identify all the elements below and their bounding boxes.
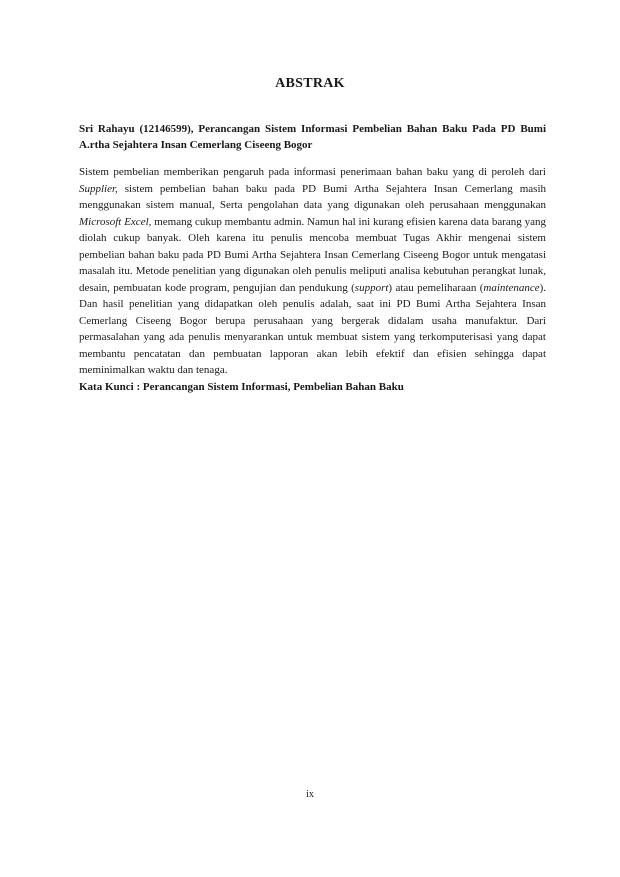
abstract-text: memang cukup membantu admin. Namun hal ini kurang efisien karena data barang yang diolah cukup banyak. Oleh karena itu penulis mencoba membuat Tugas Akhir mengenai sistem pembelian bahan baku pada PD Bumi Artha Sejahtera Insan Cemerlang Ciseeng Bogor untuk mengatasi masalah itu. Metode penelitian yang digunakan oleh penulis meliputi analisa kebutuhan perangkat lunak, desain, pembuatan kode program, pengujian dan pendukung ( [79, 215, 546, 294]
abstract-body [79, 164, 546, 379]
abstract-heading: Sri Rahayu (12146599), Perancangan Sistem Informasi Pembelian Bahan Baku Pada PD Bumi A.rtha Sejahtera Insan Cemerlang Ciseeng Bogor [79, 123, 546, 151]
abstract-text: ) atau pemeliharaan ( [388, 281, 484, 294]
abstract-text: ). Dan hasil penelitian yang didapatkan oleh penulis adalah, saat ini PD Bumi Artha Sejahtera Insan Cemerlang Ciseeng Bogor berupa perusahaan yang bergerak didalam usaha manufaktur. Dari permasalahan yang ada penulis menyarankan untuk membuat sistem yang terkomputerisasi yang dapat membantu pencatatan dan pembuatan lapporan akan lebih efektif dan efisien sehingga dapat meminimalkan waktu dan tenaga. [79, 281, 547, 376]
abstract-italic-term: support [354, 281, 389, 294]
keywords: Kata Kunci : Perancangan Sistem Informasi, Pembelian Bahan Baku [79, 381, 404, 393]
abstract-text: sistem pembelian bahan baku pada PD Bumi Artha Sejahtera Insan Cemerlang masih menggunakan sistem manual, Serta pengolahan data yang digunakan oleh perusahaan menggunakan [79, 182, 546, 211]
abstract-italic-term: Microsoft Excel, [79, 215, 152, 228]
document-title: ABSTRAK [275, 76, 345, 91]
abstract-italic-term: maintenance [483, 281, 540, 294]
page-number: ix [306, 789, 314, 800]
abstract-italic-term: Supplier, [79, 182, 118, 195]
abstract-text: Sistem pembelian memberikan pengaruh pada informasi penerimaan bahan baku yang di peroleh dari [79, 166, 546, 178]
